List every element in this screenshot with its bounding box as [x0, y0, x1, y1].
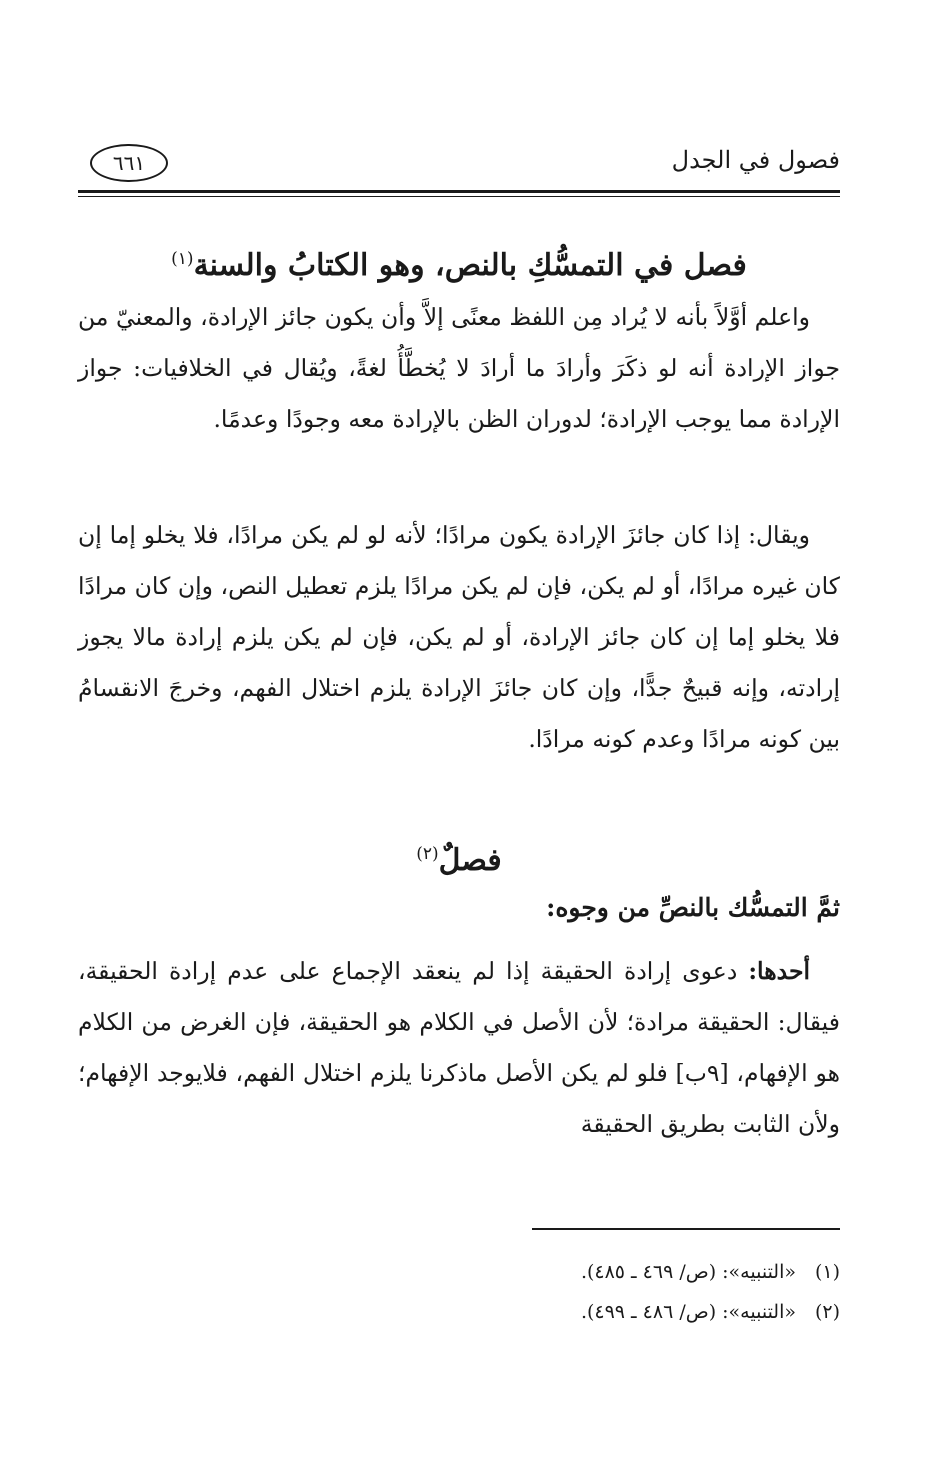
section-heading-text-evidence [78, 240, 840, 292]
footnote-1 [78, 1252, 840, 1292]
footnotes [78, 1252, 840, 1332]
footnote-divider [532, 1228, 840, 1230]
footnote-2 [78, 1292, 840, 1332]
header-divider-thick [78, 190, 840, 193]
paragraph-first-method-text: دعوى إرادة الحقيقة إذا لم ينعقد الإجماع على عدم إرادة الحقيقة، فيقال: الحقيقة مرادة؛ لأن الأصل في الكلام هو الحقيقة، فإن الغرض من الكلام هو الإفهام، [٩ب] فلو لم يكن الأصل ماذكرنا يلزم اختلال الفهم، فلايوجد الإفهام؛ ولأن الثابت بطريق الحقيقة [78, 957, 840, 1138]
chapter-heading-text: فصلٌ [438, 842, 502, 878]
footnote-text: «التنبيه»: (ص/ ٤٦٩ ـ ٤٨٥). [580, 1261, 796, 1283]
subheading-methods: ثمَّ التمسُّك بالنصِّ من وجوه: [546, 893, 840, 922]
running-header [78, 140, 840, 196]
lead-word: أحدها: [748, 957, 810, 985]
footnote-marker: (٢) [814, 1301, 840, 1323]
footnote-ref-2: (٢) [416, 843, 439, 864]
paragraph-intent-permissibility: واعلم أوَّلاً بأنه لا يُراد مِن اللفظ معنًى إلاَّ وأن يكون جائز الإرادة، والمعنيّ من جواز الإرادة أنه لو ذكَرَ وأرادَ ما أرادَ لا يُخطَّأُ لغةً، ويُقال في الخلافيات: جواز الإرادة مما يوجب الإرادة؛ لدوران الظن بالإرادة معه وجودًا وعدمًا. [78, 303, 840, 433]
book-page [78, 0, 840, 1461]
header-divider-thin [78, 196, 840, 197]
footnote-marker: (١) [814, 1261, 840, 1283]
paragraph-argument: ويقال: إذا كان جائزَ الإرادة يكون مرادًا؛ لأنه لو لم يكن مرادًا، فلا يخلو إما إن كان غيره مرادًا، أو لم يكن، فإن لم يكن مرادًا يلزم تعطيل النص، وإن كان مرادًا فلا يخلو إما إن كان جائز الإرادة، أو لم يكن، فإن لم يكن يلزم إرادة مالا يجوز إرادته، وإنه قبيحٌ جدًّا، وإن كان جائزَ الإرادة يلزم اختلال الفهم، وخرجَ الانقسامُ بين كونه مرادًا وعدم كونه مرادًا. [78, 521, 840, 753]
paragraph-first-method [78, 946, 840, 1150]
page-number-badge: ٦٦١ [90, 144, 168, 182]
running-header-title: فصول في الجدل [671, 146, 840, 174]
section-heading-text: فصل في التمسُّكِ بالنص، وهو الكتابُ والسنة [193, 248, 747, 284]
section-heading-chapter [78, 835, 840, 887]
footnote-ref-1: (١) [171, 249, 194, 270]
footnote-text: «التنبيه»: (ص/ ٤٨٦ ـ ٤٩٩). [580, 1301, 796, 1323]
